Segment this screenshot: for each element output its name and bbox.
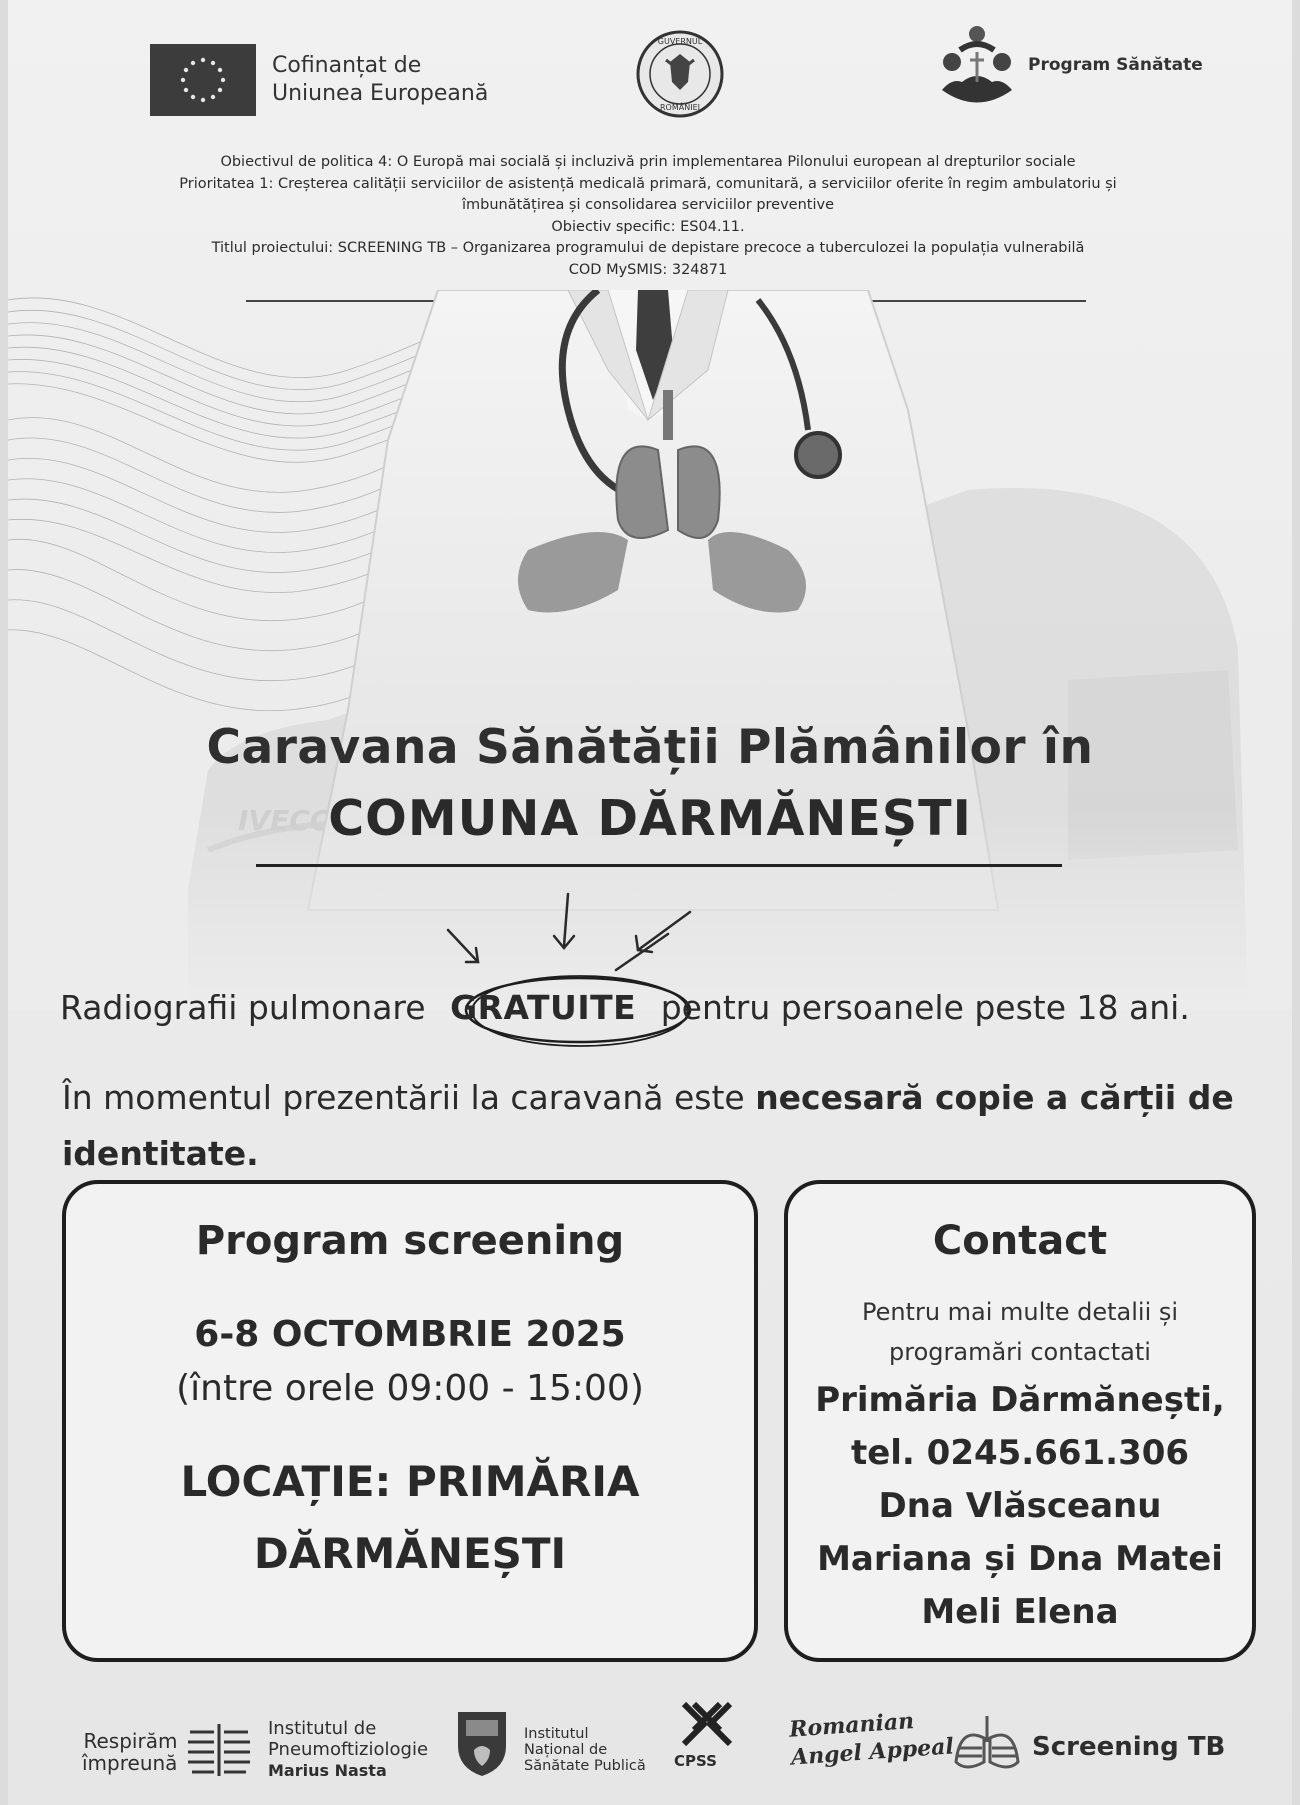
screening-program-box xyxy=(62,1180,758,1662)
pneumo-line2: Pneumoftiziologie xyxy=(268,1739,429,1760)
raa-line1: Romanian xyxy=(788,1708,915,1743)
respiram-line1: Respirăm xyxy=(83,1729,178,1753)
pneumo-line3: Marius Nasta xyxy=(268,1761,387,1780)
eu-cofinancing-logo xyxy=(150,44,488,116)
title-underline xyxy=(256,864,1062,867)
cpss-logo-icon xyxy=(680,1700,734,1752)
insp-line3: Sănătate Publică xyxy=(524,1758,646,1774)
insp-shield-icon xyxy=(454,1706,510,1778)
id-card-notice xyxy=(62,1070,1262,1182)
program-hours: (între orele 09:00 - 15:00) xyxy=(176,1368,644,1409)
program-sanatate-logo-icon xyxy=(932,20,1022,110)
contact-info-line2: programări contactati xyxy=(889,1338,1151,1366)
screening-tb-logo: Screening TB xyxy=(1032,1732,1226,1762)
contact-box xyxy=(784,1180,1256,1662)
contact-person-3: Meli Elena xyxy=(921,1592,1119,1632)
contact-person-1: Dna Vlăsceanu xyxy=(878,1486,1162,1526)
free-xray-offer xyxy=(60,988,1190,1027)
policy-priority: Prioritatea 1: Creșterea calității serviciilor de asistență medicală primară, comunitară, a serviciilor oferite în regim ambulatoriu și xyxy=(179,175,1117,192)
raa-line2: Angel Appeal xyxy=(790,1733,955,1771)
eu-label-line1: Cofinanțat de xyxy=(272,53,422,78)
offer-text-before: Radiografii pulmonare xyxy=(60,988,426,1027)
insp-line2: Național de xyxy=(524,1742,608,1758)
insp-logo xyxy=(524,1726,646,1774)
romanian-angel-appeal-logo xyxy=(788,1704,954,1771)
program-sanatate-label: Program Sănătate xyxy=(1028,55,1203,75)
contact-info xyxy=(808,1292,1232,1372)
contact-info-line1: Pentru mai multe detalii și xyxy=(861,1298,1179,1326)
location-line2: DĂRMĂNEȘTI xyxy=(253,1529,567,1578)
offer-text-after: pentru persoanele peste 18 ani. xyxy=(660,988,1190,1027)
id-notice-text: În momentul prezentării la caravană este xyxy=(62,1078,756,1117)
program-heading: Program screening xyxy=(195,1218,625,1264)
eu-flag-icon xyxy=(150,44,256,116)
partner-logos-footer xyxy=(8,1690,1292,1805)
program-sanatate-logo xyxy=(932,20,1203,110)
policy-project-title: Titlul proiectului: SCREENING TB – Organizarea programului de depistare precoce a tuberculozei la populația vulnerabilă xyxy=(211,240,1085,256)
svg-text:GUVERNUL: GUVERNUL xyxy=(657,37,703,46)
policy-text xyxy=(158,152,1138,281)
id-notice-bold: necesară copie a cărții de identitate. xyxy=(62,1078,1234,1173)
eu-label-line2: Uniunea Europeană xyxy=(272,81,489,106)
insp-line1: Institutul xyxy=(524,1726,589,1742)
contact-organization: Primăria Dărmănești, xyxy=(815,1380,1225,1420)
page-title: Caravana Sănătății Plămânilor în xyxy=(206,720,1094,775)
contact-heading: Contact xyxy=(932,1218,1108,1264)
page-title-location: COMUNA DĂRMĂNEȘTI xyxy=(328,790,972,847)
pneumo-line1: Institutul de xyxy=(268,1718,377,1739)
program-dates: 6-8 OCTOMBRIE 2025 xyxy=(194,1314,626,1355)
program-location xyxy=(106,1446,714,1590)
lungs-icon xyxy=(952,1712,1022,1776)
lungs-icon xyxy=(184,1720,254,1780)
flyer-page xyxy=(8,0,1292,1805)
contact-details xyxy=(798,1374,1242,1639)
policy-priority-cont: îmbunătățirea și consolidarea serviciilor preventive xyxy=(461,197,835,213)
location-line1: LOCAȚIE: PRIMĂRIA xyxy=(180,1457,640,1506)
contact-phone: tel. 0245.661.306 xyxy=(850,1433,1190,1473)
svg-text:ROMÂNIEI: ROMÂNIEI xyxy=(660,103,700,112)
policy-mysmis-code: COD MySMIS: 324871 xyxy=(568,261,728,278)
contact-person-2: Mariana și Dna Matei xyxy=(817,1539,1223,1579)
respiram-impreuna-logo xyxy=(82,1730,177,1774)
marius-nasta-institute-logo xyxy=(268,1718,428,1781)
policy-specific-objective: Obiectiv specific: ES04.11. xyxy=(551,218,745,235)
policy-objective: Obiectivul de politica 4: O Europă mai socială și incluzivă prin implementarea Pilonului european al drepturilor sociale xyxy=(220,154,1076,170)
respiram-line2: împreună xyxy=(82,1751,178,1775)
offer-free-highlight: GRATUITE xyxy=(450,988,637,1027)
cpss-label: CPSS xyxy=(674,1752,717,1770)
romanian-government-seal-icon xyxy=(636,30,724,118)
